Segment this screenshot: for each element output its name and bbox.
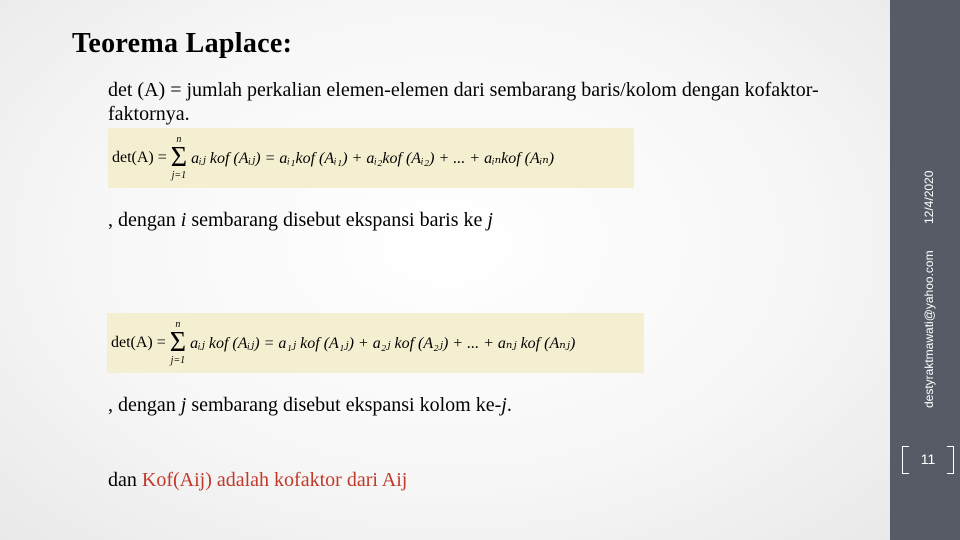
row-note-rest: sembarang disebut ekspansi baris ke [186, 209, 488, 231]
row-note-var: i [180, 209, 187, 231]
col-note-end: . [506, 394, 512, 416]
row-expansion-note [108, 208, 493, 232]
sigma-lower: j=1 [171, 170, 187, 181]
column-expansion-note [108, 393, 512, 417]
page-number: 11 [920, 451, 936, 467]
right-bracket-icon [947, 446, 954, 474]
col-note-var: j [180, 394, 187, 416]
slide-date: 12/4/2020 [922, 170, 936, 224]
cofactor-definition: Kof(Aij) adalah kofaktor dari Aij [141, 469, 408, 491]
author-email: destyraktmawati@yahoo.com [922, 250, 936, 408]
formula-rhs: aᵢⱼ kof (Aᵢⱼ) = aᵢ₁kof (Aᵢ₁) + aᵢ₂kof (Aᵢ₂) + ... + aᵢₙkof (Aᵢₙ) [191, 150, 555, 167]
col-note-var2: j [501, 394, 507, 416]
formula-rhs: aᵢⱼ kof (Aᵢⱼ) = a₁ⱼ kof (A₁ⱼ) + a₂ⱼ kof (A₂ⱼ) + ... + aₙⱼ kof (Aₙⱼ) [190, 335, 576, 352]
left-bracket-icon [902, 446, 909, 474]
sigma-symbol: n Σ j=1 [169, 319, 187, 366]
cofactor-prefix: dan [108, 469, 142, 491]
formula-column-expansion [107, 313, 644, 373]
formula-lhs: det(A) = [111, 334, 166, 351]
row-note-prefix: , dengan [108, 209, 181, 231]
col-note-mid: sembarang disebut ekspansi kolom ke- [186, 394, 502, 416]
formula-lhs: det(A) = [112, 149, 167, 166]
page-number-badge [902, 440, 954, 478]
sigma-upper: n [175, 319, 181, 330]
sigma-lower: j=1 [170, 355, 186, 366]
col-note-prefix: , dengan [108, 394, 181, 416]
row-note-var2: j [487, 209, 493, 231]
sigma-upper: n [176, 134, 182, 145]
cofactor-note [108, 468, 407, 492]
slide-title: Teorema Laplace: [72, 28, 293, 59]
formula-row-expansion [108, 128, 634, 188]
sigma-symbol: n Σ j=1 [170, 134, 188, 181]
intro-text: det (A) = jumlah perkalian elemen-elemen dari sembarang baris/kolom dengan kofaktor-faktornya. [108, 79, 819, 125]
